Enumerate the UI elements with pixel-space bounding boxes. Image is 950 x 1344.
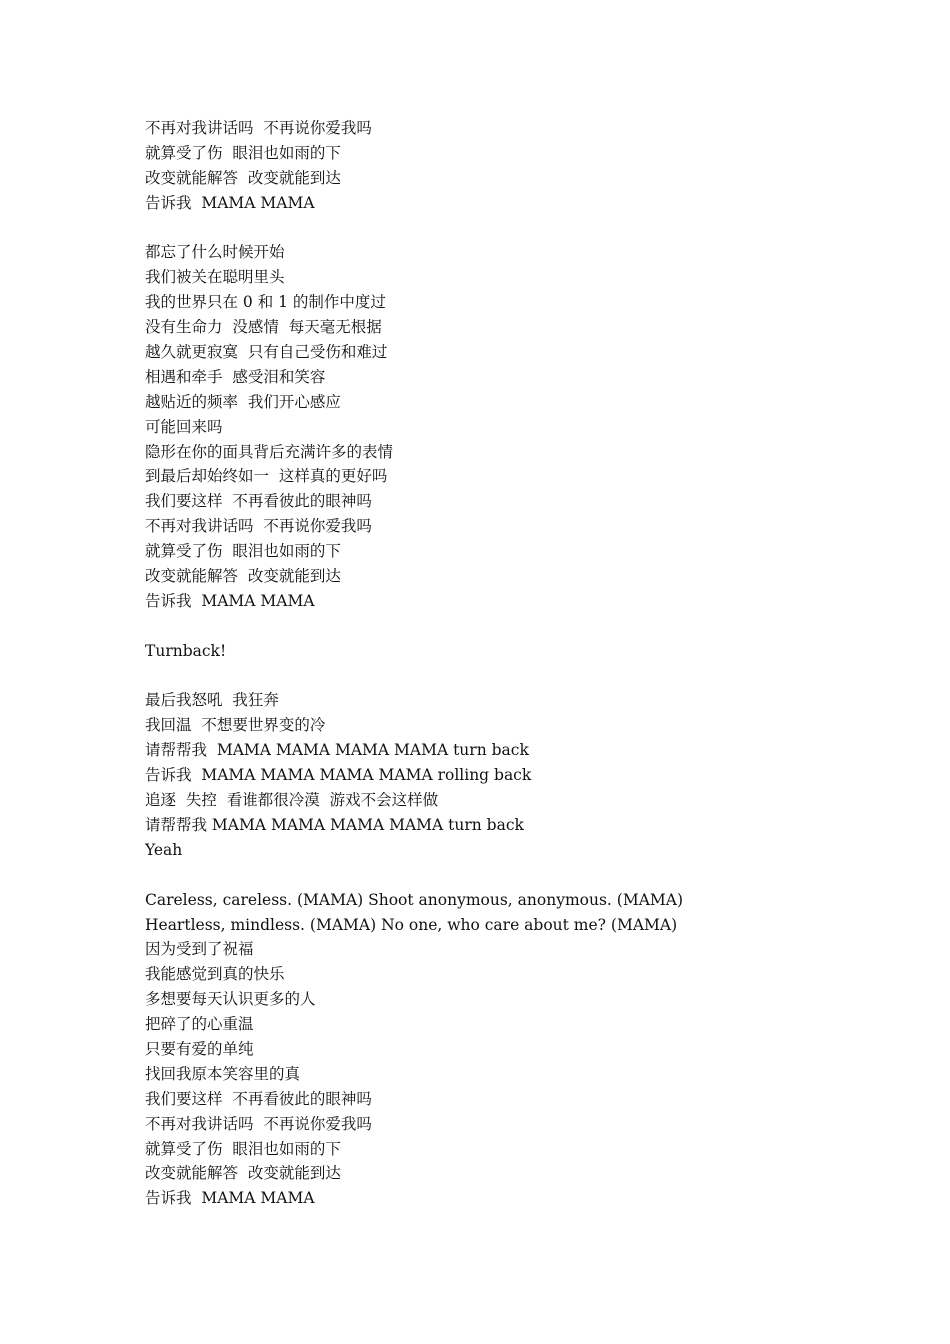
lyric-line: 把碎了的心重温 (145, 1015, 254, 1034)
lyric-line: 请帮帮我 MAMA MAMA MAMA MAMA turn back (145, 815, 524, 834)
lyric-line: 告诉我 MAMA MAMA (145, 193, 315, 212)
lyric-line: 只要有爱的单纯 (145, 1039, 254, 1058)
lyric-line: 不再对我讲话吗 不再说你爱我吗 (145, 517, 372, 536)
lyric-line: 改变就能解答 改变就能到达 (145, 567, 341, 586)
lyric-line: 我们被关在聪明里头 (145, 268, 285, 287)
lyric-line: 追逐 失控 看谁都很冷漠 游戏不会这样做 (145, 791, 439, 810)
lyric-line: 我能感觉到真的快乐 (145, 965, 285, 984)
lyric-line: Turnback! (145, 641, 227, 660)
lyric-line: 不再对我讲话吗 不再说你爱我吗 (145, 1114, 372, 1133)
lyric-line: 我们要这样 不再看彼此的眼神吗 (145, 1089, 372, 1108)
lyric-line: 没有生命力 没感情 每天毫无根据 (145, 318, 382, 337)
lyric-line: 就算受了伤 眼泪也如雨的下 (145, 143, 341, 162)
lyric-line: 越贴近的频率 我们开心感应 (145, 392, 341, 411)
lyric-line: 隐形在你的面具背后充满许多的表情 (145, 442, 394, 461)
lyric-line: 可能回来吗 (145, 417, 223, 436)
lyric-line: 最后我怒吼 我狂奔 (145, 691, 279, 710)
lyric-line: 不再对我讲话吗 不再说你爱我吗 (145, 119, 372, 137)
lyric-line: 到最后却始终如一 这样真的更好吗 (145, 467, 388, 486)
lyric-line: 相遇和牵手 感受泪和笑容 (145, 367, 326, 386)
lyric-line: 告诉我 MAMA MAMA MAMA MAMA rolling back (145, 766, 532, 785)
blank-line (145, 216, 905, 241)
lyric-line: 就算受了伤 眼泪也如雨的下 (145, 1139, 341, 1158)
lyric-line: 改变就能解答 改变就能到达 (145, 168, 341, 187)
lyric-line: 请帮帮我 MAMA MAMA MAMA MAMA turn back (145, 741, 529, 760)
lyric-line: 我们要这样 不再看彼此的眼神吗 (145, 492, 372, 511)
lyric-line: 我回温 不想要世界变的冷 (145, 716, 326, 735)
lyric-line: 找回我原本笑容里的真 (145, 1064, 301, 1083)
lyric-line: 多想要每天认识更多的人 (145, 990, 316, 1009)
lyric-line: 越久就更寂寞 只有自己受伤和难过 (145, 343, 388, 362)
blank-line (145, 664, 905, 689)
lyric-line: 我的世界只在 0 和 1 的制作中度过 (145, 293, 386, 312)
lyric-line: 告诉我 MAMA MAMA (145, 591, 315, 610)
lyrics-text-block (145, 116, 905, 1211)
blank-line (145, 614, 905, 639)
lyric-line: Careless, careless. (MAMA) Shoot anonymous, anonymous. (MAMA) (145, 890, 683, 909)
lyric-line: 改变就能解答 改变就能到达 (145, 1164, 341, 1183)
lyric-line: Heartless, mindless. (MAMA) No one, who care about me? (MAMA) (145, 915, 678, 934)
lyric-line: 就算受了伤 眼泪也如雨的下 (145, 542, 341, 561)
lyric-line: 都忘了什么时候开始 (145, 243, 285, 262)
blank-line (145, 863, 905, 888)
lyric-line: 告诉我 MAMA MAMA (145, 1189, 315, 1208)
lyric-line: Yeah (145, 840, 183, 859)
lyric-line: 因为受到了祝福 (145, 940, 254, 959)
